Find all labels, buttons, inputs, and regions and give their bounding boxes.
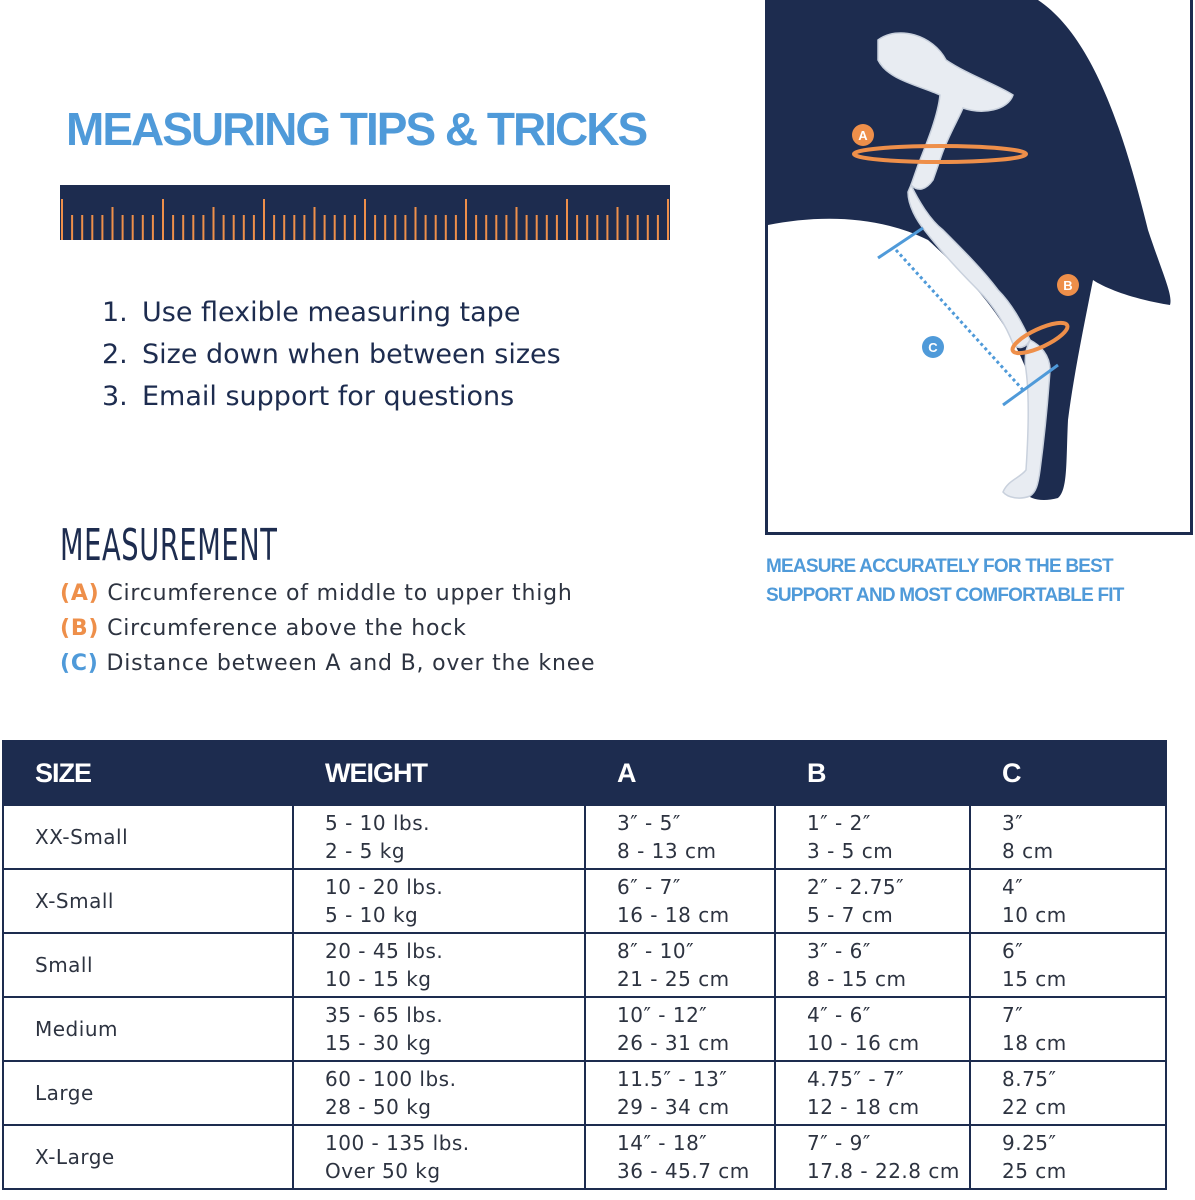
c-cell (970, 805, 1166, 869)
weight-cell-value: 35 - 65 lbs. (325, 1003, 444, 1027)
c-cell-value: 18 cm (1002, 1031, 1067, 1055)
a-cell-value: 14″ - 18″ (617, 1131, 708, 1155)
c-cell-value: 8.75″ (1002, 1067, 1057, 1091)
weight-cell-value: 20 - 45 lbs. (325, 939, 444, 963)
c-cell-value: 6″ (1002, 939, 1024, 963)
a-cell-value: 16 - 18 cm (617, 903, 730, 927)
measurement-heading: MEASUREMENT (60, 520, 278, 571)
a-cell-value: 6″ - 7″ (617, 875, 681, 899)
size-chart-table (2, 740, 1167, 1190)
weight-cell (293, 933, 585, 997)
c-cell-value: 8 cm (1002, 839, 1054, 863)
b-cell-value: 5 - 7 cm (807, 903, 894, 927)
table-row (3, 997, 1166, 1061)
a-cell (585, 1125, 775, 1189)
weight-cell (293, 997, 585, 1061)
a-cell-value: 3″ - 5″ (617, 811, 681, 835)
header-size: SIZE (3, 741, 293, 805)
weight-cell (293, 805, 585, 869)
table-header-row (3, 741, 1166, 805)
weight-cell-value: 60 - 100 lbs. (325, 1067, 457, 1091)
size-cell (3, 1125, 293, 1189)
tip-item (102, 334, 561, 376)
tip-text: Email support for questions (142, 381, 515, 412)
c-cell (970, 869, 1166, 933)
size-cell-value: X-Small (35, 889, 114, 913)
size-cell-value: Medium (35, 1017, 118, 1041)
b-cell-value: 12 - 18 cm (807, 1095, 920, 1119)
table-row (3, 1125, 1166, 1189)
a-cell-value: 21 - 25 cm (617, 967, 730, 991)
tip-item (102, 292, 561, 334)
b-cell-value: 17.8 - 22.8 cm (807, 1159, 960, 1183)
b-cell-value: 3 - 5 cm (807, 839, 894, 863)
tip-text: Size down when between sizes (142, 339, 561, 370)
c-cell-value: 9.25″ (1002, 1131, 1057, 1155)
c-cell-value: 4″ (1002, 875, 1024, 899)
size-cell-value: Large (35, 1081, 94, 1105)
b-cell (775, 869, 970, 933)
page-title: MEASURING TIPS & TRICKS (66, 103, 647, 155)
weight-cell (293, 1125, 585, 1189)
size-cell-value: Small (35, 953, 94, 977)
header-a: A (585, 741, 775, 805)
c-cell (970, 933, 1166, 997)
b-cell (775, 805, 970, 869)
weight-cell-value: 28 - 50 kg (325, 1095, 432, 1119)
tip-item (102, 376, 561, 418)
caption-line-2: SUPPORT AND MOST COMFORTABLE FIT (766, 585, 1124, 606)
measurement-list (60, 576, 595, 681)
a-cell-value: 8 - 13 cm (617, 839, 717, 863)
measurement-item-a (60, 576, 595, 611)
b-cell-value: 4.75″ - 7″ (807, 1067, 905, 1091)
table-row (3, 1061, 1166, 1125)
size-cell (3, 1061, 293, 1125)
b-cell (775, 1061, 970, 1125)
tip-text: Use flexible measuring tape (142, 297, 521, 328)
c-cell-value: 7″ (1002, 1003, 1024, 1027)
weight-cell-value: 5 - 10 kg (325, 903, 419, 927)
measurement-letter: (A) (60, 581, 100, 606)
header-c: C (970, 741, 1166, 805)
weight-cell-value: Over 50 kg (325, 1159, 441, 1183)
measurement-letter: (B) (60, 616, 100, 641)
a-cell (585, 997, 775, 1061)
weight-cell (293, 1061, 585, 1125)
c-cell (970, 1061, 1166, 1125)
weight-cell (293, 869, 585, 933)
a-cell-value: 8″ - 10″ (617, 939, 695, 963)
b-cell-value: 1″ - 2″ (807, 811, 871, 835)
measure-caption (766, 552, 1124, 610)
a-cell-value: 36 - 45.7 cm (617, 1159, 750, 1183)
marker-b-label: B (1063, 278, 1073, 293)
size-cell (3, 933, 293, 997)
dog-leg-illustration (765, 0, 1193, 535)
a-cell-value: 11.5″ - 13″ (617, 1067, 728, 1091)
measurement-text: Circumference above the hock (107, 616, 467, 641)
a-cell-value: 26 - 31 cm (617, 1031, 730, 1055)
b-cell (775, 933, 970, 997)
header-b: B (775, 741, 970, 805)
c-cell (970, 997, 1166, 1061)
weight-cell-value: 5 - 10 lbs. (325, 811, 430, 835)
header-weight: WEIGHT (293, 741, 585, 805)
size-cell-value: XX-Small (35, 825, 129, 849)
c-cell-value: 25 cm (1002, 1159, 1067, 1183)
tip-number: 1. (102, 297, 128, 328)
measurement-item-b (60, 611, 595, 646)
b-cell-value: 2″ - 2.75″ (807, 875, 905, 899)
c-cell (970, 1125, 1166, 1189)
table-row (3, 869, 1166, 933)
size-cell-value: X-Large (35, 1145, 115, 1169)
c-cell-value: 22 cm (1002, 1095, 1067, 1119)
measurement-item-c (60, 646, 595, 681)
b-cell-value: 3″ - 6″ (807, 939, 871, 963)
b-cell-value: 8 - 15 cm (807, 967, 907, 991)
b-cell (775, 997, 970, 1061)
tip-number: 2. (102, 339, 128, 370)
b-cell-value: 10 - 16 cm (807, 1031, 920, 1055)
weight-cell-value: 100 - 135 lbs. (325, 1131, 470, 1155)
c-cell-value: 3″ (1002, 811, 1024, 835)
c-cell-value: 15 cm (1002, 967, 1067, 991)
c-cell-value: 10 cm (1002, 903, 1067, 927)
b-cell-value: 4″ - 6″ (807, 1003, 871, 1027)
marker-a-label: A (858, 128, 868, 143)
table-row (3, 805, 1166, 869)
a-cell-value: 10″ - 12″ (617, 1003, 708, 1027)
a-cell (585, 933, 775, 997)
size-cell (3, 869, 293, 933)
tips-list (102, 292, 561, 418)
weight-cell-value: 10 - 20 lbs. (325, 875, 444, 899)
measure-tick-top (878, 228, 923, 258)
a-cell (585, 869, 775, 933)
measurement-text: Circumference of middle to upper thigh (107, 581, 573, 606)
weight-cell-value: 15 - 30 kg (325, 1031, 432, 1055)
measuring-tape-graphic (60, 185, 670, 240)
a-cell-value: 29 - 34 cm (617, 1095, 730, 1119)
b-cell (775, 1125, 970, 1189)
measurement-text: Distance between A and B, over the knee (106, 651, 596, 676)
weight-cell-value: 10 - 15 kg (325, 967, 432, 991)
caption-line-1: MEASURE ACCURATELY FOR THE BEST (766, 556, 1113, 577)
size-cell (3, 997, 293, 1061)
size-cell (3, 805, 293, 869)
measurement-letter: (C) (60, 651, 99, 676)
marker-c-label: C (928, 340, 938, 355)
tip-number: 3. (102, 381, 128, 412)
a-cell (585, 1061, 775, 1125)
table-row (3, 933, 1166, 997)
b-cell-value: 7″ - 9″ (807, 1131, 871, 1155)
weight-cell-value: 2 - 5 kg (325, 839, 406, 863)
a-cell (585, 805, 775, 869)
